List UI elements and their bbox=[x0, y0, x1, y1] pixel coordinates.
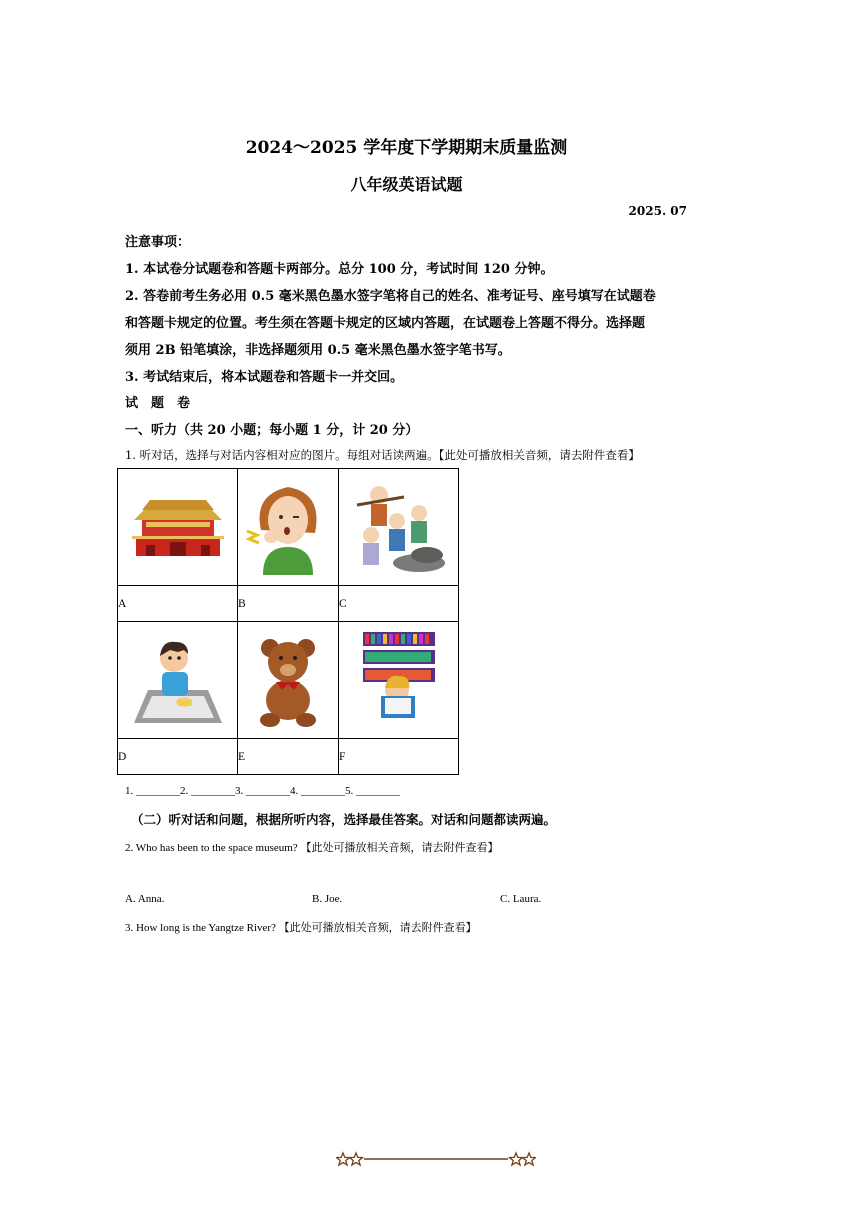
boy-drawing-picture bbox=[128, 628, 228, 728]
part1-heading: 一、听力（共 20 小题；每小题 1 分，计 20 分） bbox=[125, 423, 419, 438]
picture-a bbox=[118, 469, 238, 586]
star-icon bbox=[337, 1153, 350, 1165]
picture-label: F bbox=[339, 739, 459, 775]
picture-c bbox=[339, 469, 459, 586]
tiananmen-picture bbox=[128, 490, 228, 560]
picture-label: D bbox=[118, 739, 238, 775]
q1-instruction: 1. 听对话，选择与对话内容相对应的图片。每组对话读两遍。【此处可播放相关音频，请去附件查看】 bbox=[125, 448, 640, 462]
picture-label: E bbox=[238, 739, 339, 775]
q2-option-b[interactable]: B. Joe. bbox=[312, 893, 343, 905]
picture-b bbox=[238, 469, 339, 586]
exam-date: 2025. 07 bbox=[628, 204, 687, 218]
star-icon bbox=[523, 1153, 536, 1165]
notice-item: 1. 本试卷分试题卷和答题卡两部分。总分 100 分，考试时间 120 分钟。 bbox=[125, 262, 554, 277]
section-label: 试 题 卷 bbox=[125, 396, 191, 411]
q1-answer-blanks[interactable]: 1. ________2. ________3. ________4. ________5. ________ bbox=[125, 785, 400, 797]
notice-heading: 注意事项： bbox=[125, 235, 191, 250]
star-icon bbox=[350, 1153, 363, 1165]
notice-item: 须用 2B 铅笔填涂，非选择题须用 0.5 毫米黑色墨水签字笔书写。 bbox=[125, 343, 511, 358]
star-icon bbox=[510, 1153, 523, 1165]
picture-e bbox=[238, 622, 339, 739]
exam-subtitle: 八年级英语试题 bbox=[350, 175, 463, 194]
picture-f bbox=[339, 622, 459, 739]
picture-label: A bbox=[118, 586, 238, 622]
q2-option-c[interactable]: C. Laura. bbox=[500, 893, 542, 905]
page-footer-ornament bbox=[336, 1150, 536, 1168]
exam-title: 2024～2025 学年度下学期期末质量监测 bbox=[245, 138, 568, 158]
picture-table bbox=[117, 468, 459, 775]
notice-item: 和答题卡规定的位置。考生须在答题卡规定的区域内答题，在试题卷上答题不得分。选择题 bbox=[125, 316, 646, 331]
question-2: 2. Who has been to the space museum? 【此处可播放相关音频，请去附件查看】 bbox=[125, 842, 499, 854]
toothache-girl-picture bbox=[243, 475, 333, 575]
teddy-bear-picture bbox=[248, 628, 328, 728]
boy-reading-in-library-picture bbox=[359, 628, 439, 728]
picture-d bbox=[118, 622, 238, 739]
notice-item: 2. 答卷前考生务必用 0.5 毫米黑色墨水签字笔将自己的姓名、准考证号、座号填写在试题卷 bbox=[125, 289, 656, 304]
question-3: 3. How long is the Yangtze River? 【此处可播放相关音频，请去附件查看】 bbox=[125, 922, 477, 934]
old-men-moving-mountain-picture bbox=[349, 475, 449, 575]
picture-label: C bbox=[339, 586, 459, 622]
q2-option-a[interactable]: A. Anna. bbox=[125, 893, 165, 905]
part2-heading: （二）听对话和问题，根据所听内容，选择最佳答案。对话和问题都读两遍。 bbox=[131, 812, 557, 827]
notice-item: 3. 考试结束后，将本试题卷和答题卡一并交回。 bbox=[125, 370, 404, 385]
picture-label: B bbox=[238, 586, 339, 622]
